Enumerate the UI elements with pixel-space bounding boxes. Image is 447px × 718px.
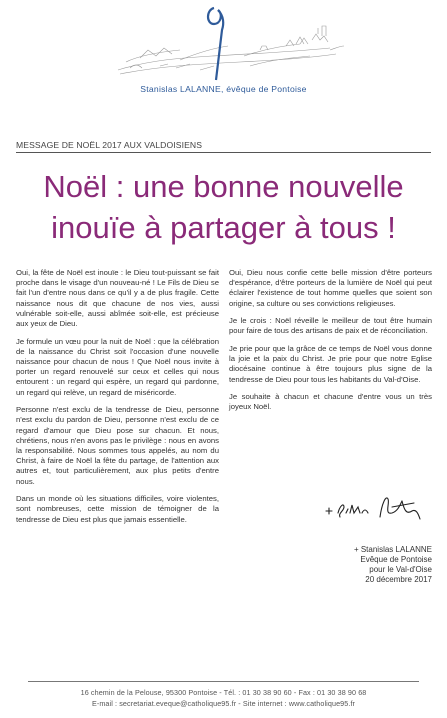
title-line-2: inouïe à partager à tous ! (51, 210, 396, 245)
letterhead (0, 0, 447, 108)
paragraph: Dans un monde où les situations difficiles, voire violentes, sont nombreuses, cette mission de témoigner de la tendresse de Dieu est plus que jamais essentielle. (16, 494, 219, 524)
signature-date: 20 décembre 2017 (365, 575, 432, 584)
signatory-title: Evêque de Pontoise (360, 555, 432, 564)
landscape-crosier-logo (0, 0, 447, 84)
right-column (229, 268, 432, 420)
footer-address: 16 chemin de la Pelouse, 95300 Pontoise - Tél. : 01 30 38 90 60 - Fax : 01 30 38 90 68 (80, 688, 367, 697)
paragraph: Personne n'est exclu de la tendresse de Dieu, personne n'est exclu du pardon de Dieu, personne n'est exclu de ce regard d'amour que Dieu pose sur chacun. Et nous, chrétiens, nous n'en avons pas le privilège : nous en avons la responsabilité. Nous sommes tous appelés, au nom du Christ, à faire de Noël la fête du partage, de l'attention aux autres et, tout particulièrement, aux plus petits d'entre nous. (16, 405, 219, 486)
signatory-diocese: pour le Val-d'Oise (369, 565, 432, 574)
footer-divider (28, 681, 419, 682)
landscape-sketch (118, 26, 344, 74)
handwritten-signature (322, 489, 424, 525)
section-kicker: MESSAGE DE NOËL 2017 AUX VALDOISIENS (16, 140, 431, 153)
signatory-name: + Stanislas LALANNE (353, 545, 432, 554)
paragraph: Je souhaite à chacun et chacune d'entre vous un très joyeux Noël. (229, 392, 432, 412)
footer-contact: E-mail : secretariat.eveque@catholique95.fr - Site internet : www.catholique95.fr (91, 699, 356, 708)
issuer-line: Stanislas LALANNE, évêque de Pontoise (140, 84, 307, 94)
paragraph: Oui, la fête de Noël est inouïe : le Dieu tout-puissant se fait proche dans le visage d'un nouveau-né ! Le Fils de Dieu se fait l'un d'entre nous dans ce qu'il y a de plus fragile. Cette naissance nous dit que chacune de nos vies, aussi vulnérable soit-elle, aussi abîmée soit-elle, est précieuse aux yeux de Dieu. (16, 268, 219, 329)
page-title (16, 166, 431, 248)
crosier-icon (208, 8, 223, 80)
paragraph: Je le crois : Noël réveille le meilleur de tout être humain pour faire de tous des artisans de paix et de réconciliation. (229, 316, 432, 336)
signature-block (354, 545, 432, 585)
title-line-1: Noël : une bonne nouvelle (43, 169, 404, 204)
left-column (16, 268, 219, 532)
paragraph: Je prie pour que la grâce de ce temps de Noël vous donne la joie et la paix du Christ. Je prie pour que notre Eglise diocésaine continue à être toujours plus signe de la tendresse de Dieu pour tous les habitants du Val-d'Oise. (229, 344, 432, 384)
paragraph: Oui, Dieu nous confie cette belle mission d'être porteurs d'espérance, d'être porteurs de la lumière de Noël qui peut éclairer l'existence de tout homme quelles que soient son origine, sa culture ou ses convictions religieuses. (229, 268, 432, 308)
paragraph: Je formule un vœu pour la nuit de Noël : que la célébration de la naissance du Christ soit l'occasion d'une nouvelle naissance pour chacun de nous ! Que Noël nous invite à porter un regard renouvelé sur ceux et celles qui nous entourent : un regard qui espère, un regard qui pardonne, un regard qui relève, un regard de miséricorde. (16, 336, 219, 397)
